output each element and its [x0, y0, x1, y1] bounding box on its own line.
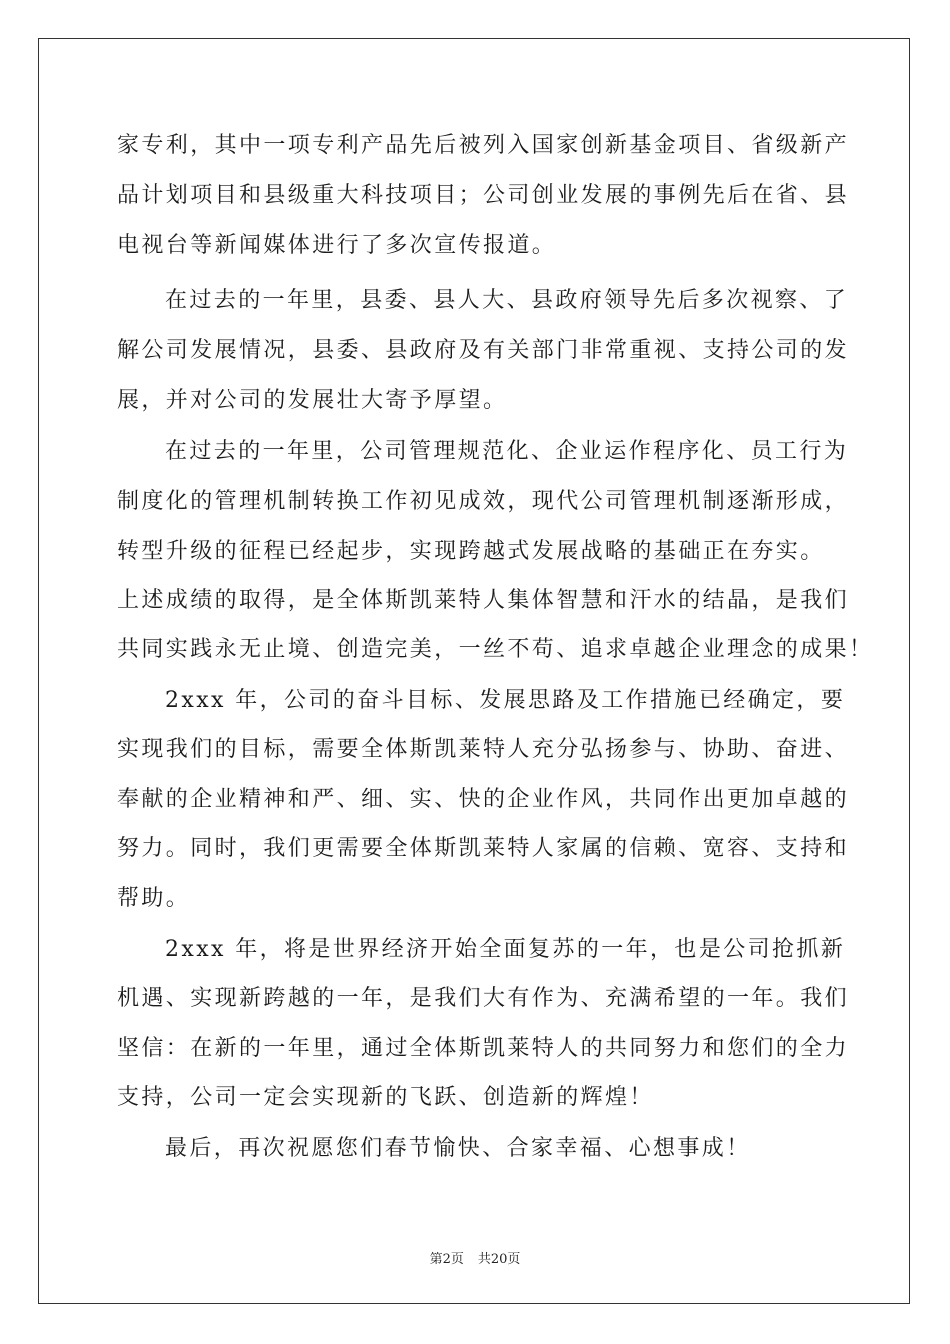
text-line: 制度化的管理机制转换工作初见成效，现代公司管理机制逐渐形成， [117, 489, 850, 514]
text-line: 机遇、实现新跨越的一年，是我们大有作为、充满希望的一年。我们 [117, 986, 850, 1011]
text-line: 共同实践永无止境、创造完美，一丝不苟、追求卓越企业理念的成果！ [117, 637, 874, 662]
page-footer [0, 1248, 950, 1267]
text-line: 电视台等新闻媒体进行了多次宣传报道。 [117, 233, 557, 258]
text-line: 转型升级的征程已经起步，实现跨越式发展战略的基础正在夯实。 [117, 539, 825, 564]
text-line: 努力。同时，我们更需要全体斯凯莱特人家属的信赖、宽容、支持和 [117, 836, 850, 861]
page-total: 共20页 [477, 1252, 521, 1267]
text-line: 2xxx 年，将是世界经济开始全面复苏的一年，也是公司抢抓新 [165, 937, 846, 962]
text-line: 解公司发展情况，县委、县政府及有关部门非常重视、支持公司的发 [117, 338, 850, 363]
text-line: 最后，再次祝愿您们春节愉快、合家幸福、心想事成！ [165, 1136, 751, 1161]
text-line: 上述成绩的取得，是全体斯凯莱特人集体智慧和汗水的结晶，是我们 [117, 588, 850, 613]
text-line: 品计划项目和县级重大科技项目；公司创业发展的事例先后在省、县 [117, 183, 850, 208]
text-line: 在过去的一年里，县委、县人大、县政府领导先后多次视察、了 [165, 288, 849, 313]
text-line: 2xxx 年，公司的奋斗目标、发展思路及工作措施已经确定，要 [165, 688, 846, 713]
text-line: 坚信：在新的一年里，通过全体斯凯莱特人的共同努力和您们的全力 [117, 1036, 850, 1061]
text-line: 支持，公司一定会实现新的飞跃、创造新的辉煌！ [117, 1085, 654, 1110]
text-line: 家专利，其中一项专利产品先后被列入国家创新基金项目、省级新产 [117, 133, 850, 158]
text-line: 实现我们的目标，需要全体斯凯莱特人充分弘扬参与、协助、奋进、 [117, 737, 850, 762]
text-line: 展，并对公司的发展壮大寄予厚望。 [117, 388, 508, 413]
text-line: 在过去的一年里，公司管理规范化、企业运作程序化、员工行为 [165, 439, 849, 464]
page-number: 第2页 [429, 1252, 464, 1267]
text-line: 奉献的企业精神和严、细、实、快的企业作风，共同作出更加卓越的 [117, 787, 850, 812]
text-line: 帮助。 [117, 886, 191, 911]
